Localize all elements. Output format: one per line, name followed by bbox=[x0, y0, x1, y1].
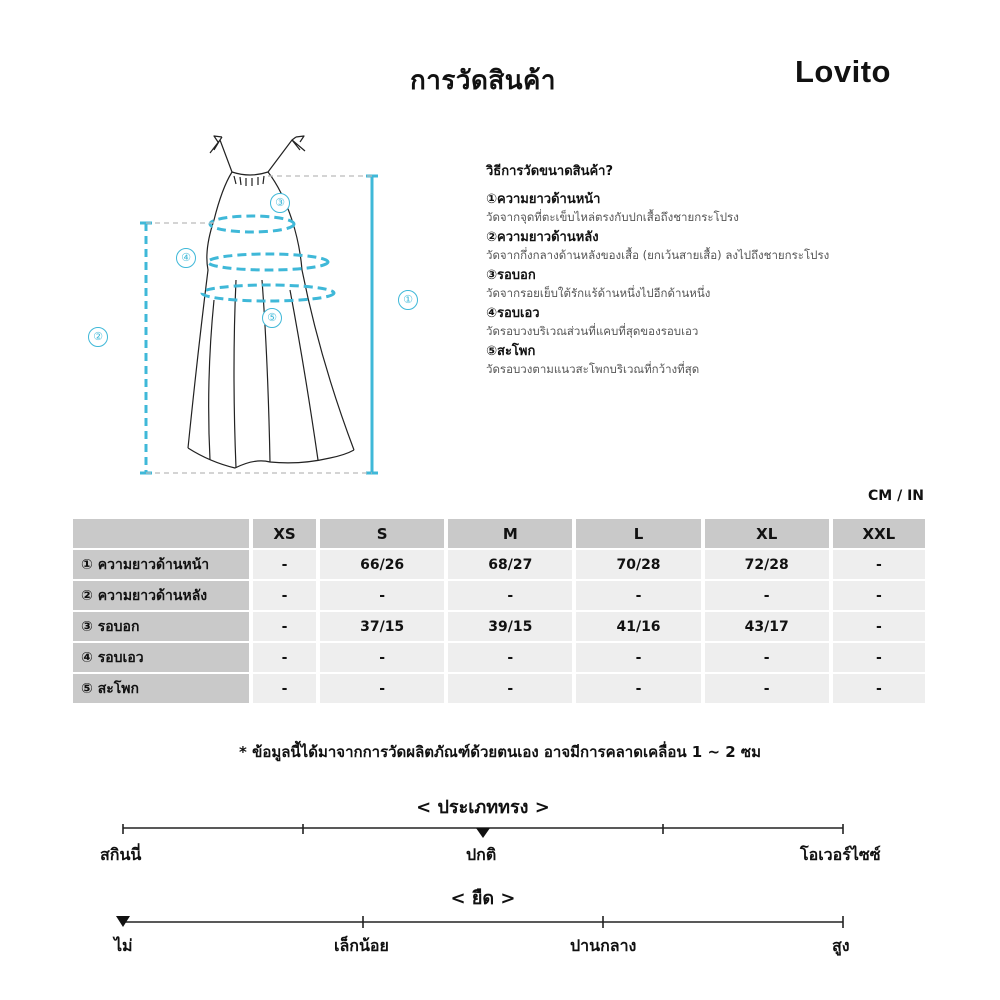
table-row bbox=[73, 643, 925, 672]
row-label: ② ความยาวด้านหลัง bbox=[73, 581, 249, 610]
measurement-note: * ข้อมูลนี้ได้มาจากการวัดผลิตภัณฑ์ด้วยตนเอง อาจมีการคลาดเคลื่อน 1 ~ 2 ซม bbox=[239, 743, 761, 761]
table-cell: 43/17 bbox=[705, 612, 829, 641]
table-cell: - bbox=[705, 674, 829, 703]
corner-cell bbox=[73, 519, 249, 548]
measure-item-front-length bbox=[486, 191, 986, 226]
left-bow bbox=[210, 136, 222, 153]
table-row bbox=[73, 550, 925, 579]
measure-item-hip bbox=[486, 343, 986, 378]
measure-description: วัดรอบวงบริเวณส่วนที่แคบที่สุดของรอบเอว bbox=[486, 324, 699, 338]
table-cell: - bbox=[833, 612, 925, 641]
fit-label-regular: ปกติ bbox=[466, 845, 497, 864]
table-cell: - bbox=[320, 674, 444, 703]
table-cell: 68/27 bbox=[448, 550, 572, 579]
fit-scale-bar bbox=[0, 820, 1000, 844]
measure-heading: ②ความยาวด้านหลัง bbox=[486, 230, 599, 245]
how-to-measure-title: วิธีการวัดขนาดสินค้า? bbox=[486, 164, 614, 179]
stretch-label-none: ไม่ bbox=[114, 936, 133, 955]
table-cell: 37/15 bbox=[320, 612, 444, 641]
table-row bbox=[73, 581, 925, 610]
fold-3 bbox=[209, 300, 214, 460]
table-cell: 41/16 bbox=[576, 612, 700, 641]
stretch-scale-title: < ยืด > bbox=[450, 888, 516, 909]
table-cell: - bbox=[320, 581, 444, 610]
table-row bbox=[73, 674, 925, 703]
hip-ellipse bbox=[202, 285, 334, 301]
measure-description: วัดรอบวงตามแนวสะโพกบริเวณที่กว้างที่สุด bbox=[486, 362, 700, 376]
fit-label-oversize: โอเวอร์ไซซ์ bbox=[800, 845, 881, 864]
guide-lines bbox=[146, 176, 372, 473]
column-header: XXL bbox=[833, 519, 925, 548]
right-strap bbox=[268, 137, 296, 172]
left-strap bbox=[220, 137, 232, 172]
table-cell: 66/26 bbox=[320, 550, 444, 579]
table-cell: - bbox=[448, 643, 572, 672]
measure-item-waist bbox=[486, 305, 986, 340]
table-cell: - bbox=[253, 643, 316, 672]
row-label: ④ รอบเอว bbox=[73, 643, 249, 672]
marker-2: ② bbox=[88, 327, 108, 347]
marker-3: ③ bbox=[270, 193, 290, 213]
table-cell: - bbox=[320, 643, 444, 672]
table-cell: - bbox=[253, 581, 316, 610]
table-cell: 70/28 bbox=[576, 550, 700, 579]
row-label: ① ความยาวด้านหน้า bbox=[73, 550, 249, 579]
dress-illustration bbox=[0, 120, 460, 490]
page-title: การวัดสินค้า bbox=[410, 66, 556, 96]
table-cell: - bbox=[833, 581, 925, 610]
table-cell: - bbox=[833, 643, 925, 672]
stretch-label-high: สูง bbox=[832, 936, 850, 955]
stretch-scale-bar bbox=[0, 912, 1000, 936]
marker-5: ⑤ bbox=[262, 308, 282, 328]
brand-logo: Lovito bbox=[795, 54, 891, 89]
column-header: M bbox=[448, 519, 572, 548]
bust-ellipse bbox=[210, 216, 294, 232]
measure-item-bust bbox=[486, 267, 986, 302]
measure-heading: ①ความยาวด้านหน้า bbox=[486, 192, 601, 207]
measure-heading: ⑤สะโพก bbox=[486, 344, 536, 359]
fit-indicator-icon bbox=[476, 828, 490, 838]
marker-4: ④ bbox=[176, 248, 196, 268]
how-to-measure bbox=[486, 160, 986, 381]
table-cell: - bbox=[833, 674, 925, 703]
stretch-label-medium: ปานกลาง bbox=[570, 936, 637, 955]
measure-item-back-length bbox=[486, 229, 986, 264]
table-cell: - bbox=[448, 674, 572, 703]
table-cell: - bbox=[576, 643, 700, 672]
row-label: ③ รอบอก bbox=[73, 612, 249, 641]
fold-1 bbox=[234, 280, 236, 468]
hem bbox=[188, 448, 354, 468]
table-cell: - bbox=[833, 550, 925, 579]
measure-description: วัดจากจุดที่ตะเข็บไหล่ตรงกับปกเสื้อถึงชายกระโปรง bbox=[486, 210, 739, 224]
neckline bbox=[232, 172, 268, 175]
table-cell: - bbox=[448, 581, 572, 610]
table-cell: - bbox=[253, 550, 316, 579]
table-row bbox=[73, 612, 925, 641]
unit-label: CM / IN bbox=[868, 488, 924, 504]
table-cell: - bbox=[576, 674, 700, 703]
bodice-left bbox=[214, 172, 232, 220]
measure-description: วัดจากรอยเย็บใต้รักแร้ด้านหนึ่งไปอีกด้านหนึ่ง bbox=[486, 286, 711, 300]
column-header: S bbox=[320, 519, 444, 548]
marker-1: ① bbox=[398, 290, 418, 310]
table-header-row bbox=[73, 519, 925, 548]
measure-heading: ③รอบอก bbox=[486, 268, 536, 283]
table-cell: - bbox=[253, 612, 316, 641]
column-header: L bbox=[576, 519, 700, 548]
measure-heading: ④รอบเอว bbox=[486, 306, 540, 321]
fit-scale-title: < ประเภททรง > bbox=[416, 797, 550, 818]
column-header: XS bbox=[253, 519, 316, 548]
table-cell: 72/28 bbox=[705, 550, 829, 579]
stretch-label-slight: เล็กน้อย bbox=[334, 936, 389, 955]
table-cell: - bbox=[576, 581, 700, 610]
fit-label-skinny: สกินนี่ bbox=[100, 845, 142, 864]
table-cell: - bbox=[705, 643, 829, 672]
table-cell: 39/15 bbox=[448, 612, 572, 641]
column-header: XL bbox=[705, 519, 829, 548]
table-cell: - bbox=[253, 674, 316, 703]
size-table bbox=[73, 517, 925, 705]
fold-4 bbox=[290, 290, 318, 460]
measure-description: วัดจากกึ่งกลางด้านหลังของเสื้อ (ยกเว้นสายเสื้อ) ลงไปถึงชายกระโปรง bbox=[486, 248, 830, 262]
waist-ellipse bbox=[208, 254, 328, 270]
row-label: ⑤ สะโพก bbox=[73, 674, 249, 703]
measurement-lines bbox=[140, 176, 378, 473]
table-cell: - bbox=[705, 581, 829, 610]
